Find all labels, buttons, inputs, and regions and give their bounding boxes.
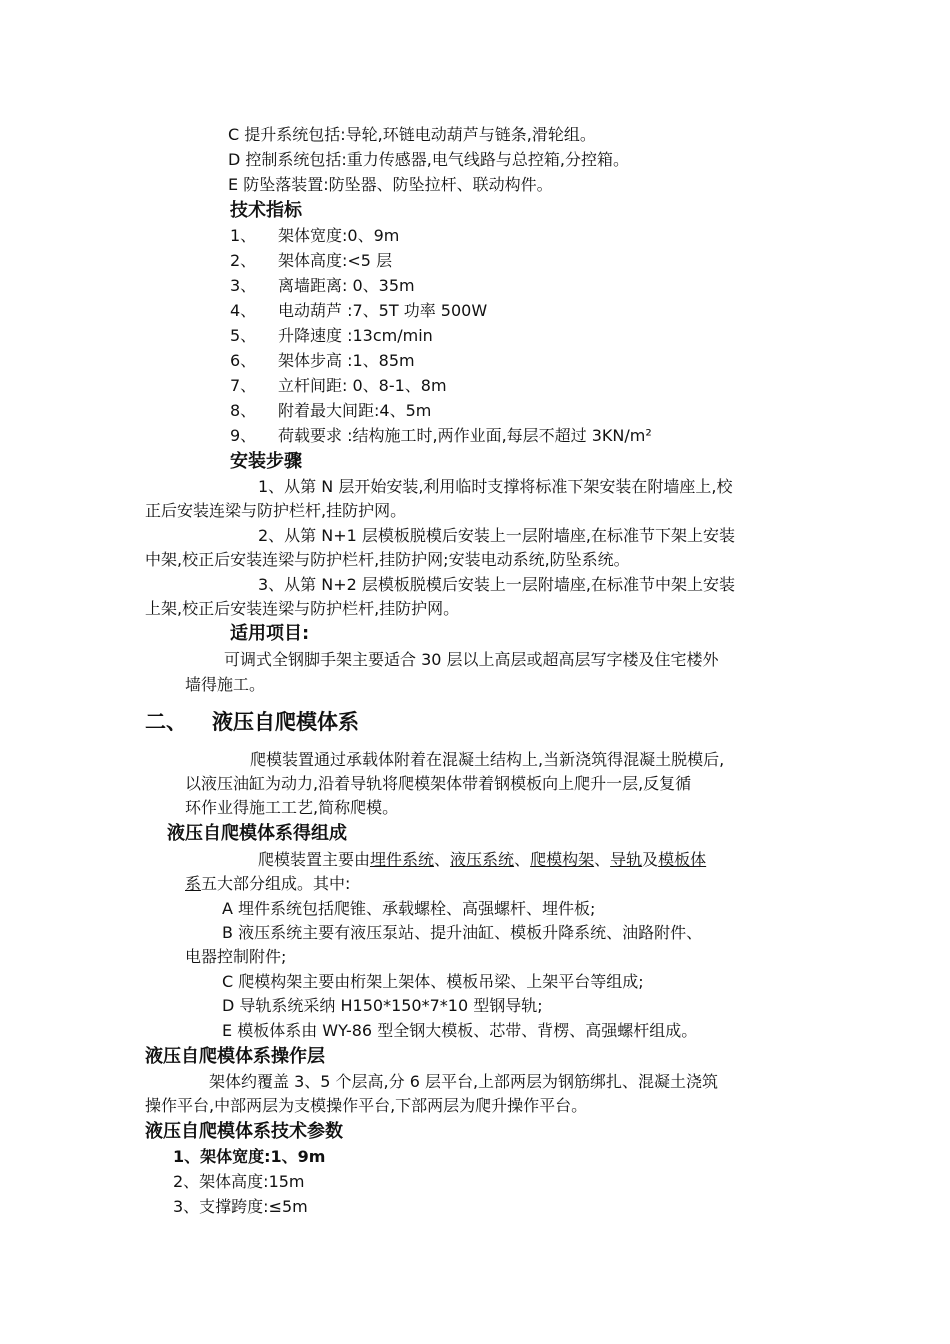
tech-spec-7 <box>230 375 447 397</box>
separator: 、 <box>514 850 531 869</box>
tech-spec-text: 附着最大间距:4、5m <box>278 401 432 420</box>
intro-line-1: 爬模装置通过承载体附着在混凝土结构上,当新浇筑得混凝土脱模后, <box>250 750 725 769</box>
install-heading: 安装步骤 <box>230 451 302 472</box>
tech-spec-text: 架体步高 :1、85m <box>278 351 415 370</box>
tech-spec-4 <box>230 300 487 322</box>
compose-line-1 <box>258 849 706 871</box>
compose-item-c: C 爬模构架主要由桁架上架体、模板吊梁、上架平台等组成; <box>222 972 644 991</box>
install-step-1-line-2: 正后安装连梁与防护栏杆,挂防护网。 <box>145 501 407 520</box>
install-step-1-line-1: 1、从第 N 层开始安装,利用临时支撑将标准下架安装在附墙座上,校 <box>258 477 733 496</box>
compose-tail: 五大部分组成。其中: <box>201 874 351 893</box>
section-2-title: 液压自爬模体系 <box>212 710 359 734</box>
ops-text-line-1: 架体约覆盖 3、5 个层高,分 6 层平台,上部两层为钢筋绑扎、混凝土浇筑 <box>209 1072 719 1091</box>
ops-heading: 液压自爬模体系操作层 <box>145 1046 325 1067</box>
tech-heading: 技术指标 <box>230 200 302 221</box>
compose-item-e: E 模板体系由 WY-86 型全钢大模板、芯带、背楞、高强螺杆组成。 <box>222 1021 698 1040</box>
tech-spec-text: 荷载要求 :结构施工时,两作业面,每层不超过 3KN/m² <box>278 426 652 445</box>
section-2-number: 二、 <box>145 710 187 734</box>
tech-spec-6 <box>230 350 415 372</box>
compose-item-d: D 导轨系统采纳 H150*150*7*10 型钢导轨; <box>222 996 543 1015</box>
install-step-3-line-2: 上架,校正后安装连梁与防护栏杆,挂防护网。 <box>145 599 460 618</box>
compose-heading: 液压自爬模体系得组成 <box>167 823 347 844</box>
tech-spec-9 <box>230 425 652 447</box>
separator: 、 <box>434 850 451 869</box>
compose-lead: 爬模装置主要由 <box>258 850 371 869</box>
apply-heading: 适用项目: <box>230 623 310 644</box>
install-step-2-line-1: 2、从第 N+1 层模板脱模后安装上一层附墙座,在标准节下架上安装 <box>258 526 735 545</box>
install-step-2-line-2: 中架,校正后安装连梁与防护栏杆,挂防护网;安装电动系统,防坠系统。 <box>145 550 630 569</box>
tech-spec-1 <box>230 225 399 247</box>
apply-text-line-1: 可调式全钢脚手架主要适合 30 层以上高层或超高层写字楼及住宅楼外 <box>224 650 719 669</box>
tech-spec-text: 升降速度 :13cm/min <box>278 326 433 345</box>
intro-line-3: 环作业得施工工艺,简称爬模。 <box>185 798 399 817</box>
tech-spec-text: 架体高度:<5 层 <box>278 251 393 270</box>
link-guide-rail[interactable]: 导轨 <box>610 850 643 869</box>
link-formwork-system[interactable]: 模板体 <box>658 850 707 869</box>
compose-item-a: A 埋件系统包括爬锥、承载螺栓、高强螺杆、埋件板; <box>222 899 596 918</box>
intro-line-2: 以液压油缸为动力,沿着导轨将爬模架体带着钢模板向上爬升一层,反复循 <box>185 774 692 793</box>
tech-spec-2 <box>230 250 392 272</box>
conjunction: 及 <box>642 850 659 869</box>
tech-spec-text: 离墙距离: 0、35m <box>278 276 415 295</box>
apply-text-line-2: 墙得施工。 <box>185 675 266 694</box>
system-line-d: D 控制系统包括:重力传感器,电气线路与总控箱,分控箱。 <box>228 150 629 169</box>
tech-spec-num: 8、 <box>230 401 257 420</box>
tech-spec-8 <box>230 400 431 422</box>
link-hydraulic-system[interactable]: 液压系统 <box>450 850 515 869</box>
compose-item-b-line-1: B 液压系统主要有液压泵站、提升油缸、模板升降系统、油路附件、 <box>222 923 703 942</box>
tech-spec-text: 立杆间距: 0、8-1、8m <box>278 376 447 395</box>
param-3: 3、支撑跨度:≤5m <box>173 1197 308 1216</box>
link-formwork-system-cont[interactable]: 系 <box>185 874 202 893</box>
tech-spec-num: 6、 <box>230 351 257 370</box>
tech-spec-num: 5、 <box>230 326 257 345</box>
link-climbing-frame[interactable]: 爬模构架 <box>530 850 595 869</box>
system-line-c: C 提升系统包括:导轮,环链电动葫芦与链条,滑轮组。 <box>228 125 596 144</box>
tech-spec-num: 7、 <box>230 376 257 395</box>
params-heading: 液压自爬模体系技术参数 <box>145 1121 343 1142</box>
link-embed-system[interactable]: 埋件系统 <box>370 850 435 869</box>
tech-spec-text: 架体宽度:0、9m <box>278 226 400 245</box>
tech-spec-5 <box>230 325 433 347</box>
tech-spec-num: 4、 <box>230 301 257 320</box>
tech-spec-num: 3、 <box>230 276 257 295</box>
ops-text-line-2: 操作平台,中部两层为支模操作平台,下部两层为爬升操作平台。 <box>145 1096 588 1115</box>
compose-item-b-line-2: 电器控制附件; <box>185 947 287 966</box>
tech-spec-num: 2、 <box>230 251 257 270</box>
tech-spec-num: 1、 <box>230 226 257 245</box>
system-line-e: E 防坠落装置:防坠器、防坠拉杆、联动构件。 <box>228 175 553 194</box>
param-1: 1、架体宽度:1、9m <box>173 1147 326 1166</box>
compose-line-2 <box>185 873 350 895</box>
install-step-3-line-1: 3、从第 N+2 层模板脱模后安装上一层附墙座,在标准节中架上安装 <box>258 575 735 594</box>
tech-spec-3 <box>230 275 415 297</box>
tech-spec-num: 9、 <box>230 426 257 445</box>
param-2: 2、架体高度:15m <box>173 1172 305 1191</box>
separator: 、 <box>594 850 611 869</box>
tech-spec-text: 电动葫芦 :7、5T 功率 500W <box>278 301 488 320</box>
